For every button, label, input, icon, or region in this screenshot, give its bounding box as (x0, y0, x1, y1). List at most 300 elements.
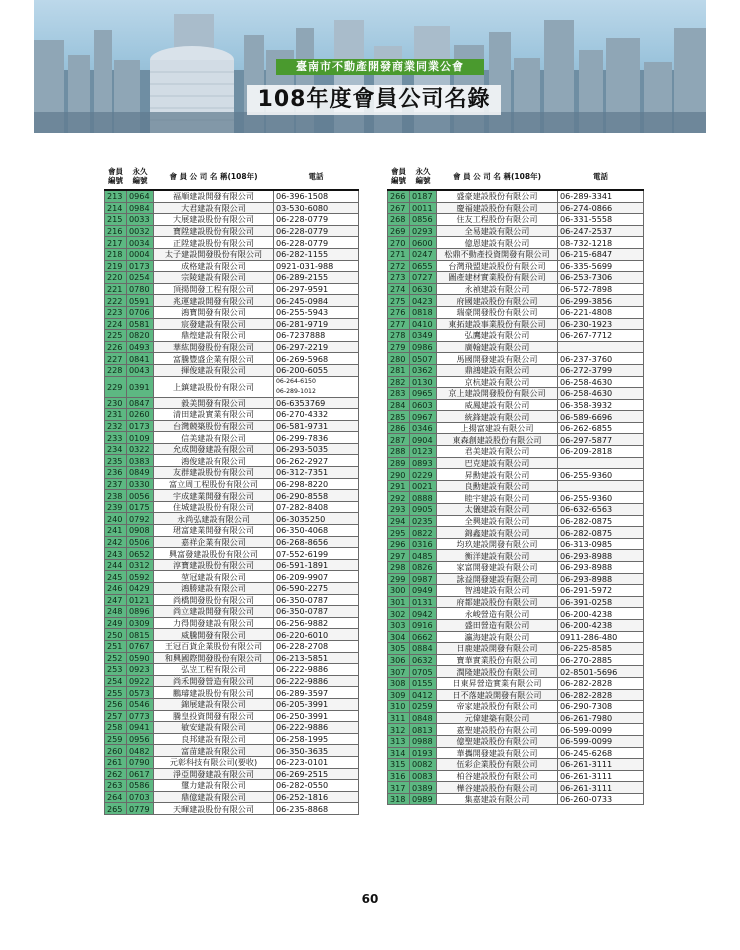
member-phone: 06-222-9886 (274, 664, 359, 676)
member-company-name: 鴻寶開發有限公司 (154, 306, 274, 318)
member-company-name: 睦宇建設有限公司 (437, 492, 558, 504)
member-phone: 06-282-0550 (274, 780, 359, 792)
col-perm-header: 永久 編號 (410, 163, 437, 190)
member-perm-number: 0904 (410, 434, 437, 446)
member-company-name: 億恩建設有限公司 (437, 237, 558, 249)
table-row (105, 652, 359, 664)
member-company-name: 威鳳建設有限公司 (437, 399, 558, 411)
member-company-name: 京上建設開發股份有限公司 (437, 388, 558, 400)
member-phone: 06-581-9731 (274, 420, 359, 432)
member-phone: 06-258-4630 (558, 376, 644, 388)
member-company-name: 淨亞開發建設有限公司 (154, 768, 274, 780)
table-row (105, 501, 359, 513)
member-company-name: 堃冠建設有限公司 (154, 571, 274, 583)
member-phone: 06-274-0866 (558, 202, 644, 214)
member-phone: 06-590-2275 (274, 583, 359, 595)
member-phone: 06-297-2219 (274, 341, 359, 353)
member-serial: 261 (105, 756, 127, 768)
member-perm-number: 0884 (410, 643, 437, 655)
member-perm-number: 0507 (410, 353, 437, 365)
member-serial: 260 (105, 745, 127, 757)
member-phone: 06-200-4238 (558, 619, 644, 631)
table-row (388, 677, 644, 689)
member-perm-number: 0630 (410, 283, 437, 295)
member-company-name: 日東昇營造實業有限公司 (437, 677, 558, 689)
member-phone: 06-350-0787 (274, 594, 359, 606)
member-phone: 06-261-3111 (558, 782, 644, 794)
table-row (105, 710, 359, 722)
member-phone: 06-255-9360 (558, 492, 644, 504)
table-row (388, 341, 644, 353)
member-phone: 06-250-3991 (274, 710, 359, 722)
table-row (105, 640, 359, 652)
member-serial: 214 (105, 202, 127, 214)
member-serial: 221 (105, 283, 127, 295)
member-phone: 06-215-6847 (558, 248, 644, 260)
member-perm-number: 0121 (127, 594, 154, 606)
table-row (388, 643, 644, 655)
member-serial: 294 (388, 515, 410, 527)
member-perm-number: 0173 (127, 260, 154, 272)
table-row (105, 617, 359, 629)
table-row (105, 791, 359, 803)
member-perm-number: 0391 (127, 376, 154, 397)
member-company-name: 大展建設股份有限公司 (154, 214, 274, 226)
member-perm-number: 0908 (127, 525, 154, 537)
table-row (388, 492, 644, 504)
table-row (388, 480, 644, 492)
member-company-name: 台灣飛盟建設股份有限公司 (437, 260, 558, 272)
table-row (105, 306, 359, 318)
member-perm-number: 0848 (410, 712, 437, 724)
member-company-name: 詠益開發建設有限公司 (437, 573, 558, 585)
member-phone: 06-282-0875 (558, 527, 644, 539)
member-company-name: 智鴻建設有限公司 (437, 585, 558, 597)
member-company-name: 盛豪建設股份有限公司 (437, 190, 558, 202)
member-phone: 06-228-0779 (274, 214, 359, 226)
member-phone: 07-282-8408 (274, 501, 359, 513)
member-perm-number: 0820 (127, 330, 154, 342)
member-serial: 308 (388, 677, 410, 689)
table-row (105, 364, 359, 376)
member-phone: 06-261-3111 (558, 770, 644, 782)
member-phone: 06-267-7712 (558, 330, 644, 342)
member-perm-number: 0923 (127, 664, 154, 676)
member-serial: 269 (388, 225, 410, 237)
member-company-name: 伍彩企業股份有限公司 (437, 759, 558, 771)
member-phone: 06-293-8988 (558, 550, 644, 562)
member-serial: 293 (388, 504, 410, 516)
table-row (105, 687, 359, 699)
member-company-name: 昇勳建設有限公司 (437, 469, 558, 481)
member-phone: 07-552-6199 (274, 548, 359, 560)
member-serial: 317 (388, 782, 410, 794)
member-company-name: 毅美開發有限公司 (154, 397, 274, 409)
member-phone: 06-252-1816 (274, 791, 359, 803)
member-serial: 299 (388, 573, 410, 585)
member-perm-number: 0412 (410, 689, 437, 701)
member-company-name: 珺富建業開發有限公司 (154, 525, 274, 537)
member-serial: 265 (105, 803, 127, 815)
member-company-name: 日鹿建設開發有限公司 (437, 643, 558, 655)
member-company-name: 華紘開發股份有限公司 (154, 341, 274, 353)
member-company-name: 富立周工程股份有限公司 (154, 478, 274, 490)
member-perm-number: 0482 (127, 745, 154, 757)
member-serial: 240 (105, 513, 127, 525)
member-perm-number: 0818 (410, 306, 437, 318)
member-perm-number: 0779 (127, 803, 154, 815)
member-serial: 224 (105, 318, 127, 330)
table-row (388, 225, 644, 237)
member-company-name: 永峻營造有限公司 (437, 608, 558, 620)
member-phone: 03-530-6080 (274, 202, 359, 214)
table-row (388, 202, 644, 214)
table-row (105, 409, 359, 421)
table-row (105, 513, 359, 525)
member-serial: 310 (388, 701, 410, 713)
member-serial: 316 (388, 770, 410, 782)
member-phone: 06-293-8988 (558, 573, 644, 585)
member-phone: 06-293-8988 (558, 562, 644, 574)
member-perm-number: 0032 (127, 225, 154, 237)
member-serial: 231 (105, 409, 127, 421)
member-serial: 218 (105, 248, 127, 260)
member-phone: 06-264-6150 06-289-1012 (274, 376, 359, 397)
member-serial: 304 (388, 631, 410, 643)
table-row (105, 583, 359, 595)
member-phone: 06-282-0875 (558, 515, 644, 527)
member-phone: 06-572-7898 (558, 283, 644, 295)
member-phone: 06-255-9360 (558, 469, 644, 481)
member-phone: 06-256-9882 (274, 617, 359, 629)
table-row (388, 608, 644, 620)
member-serial: 282 (388, 376, 410, 388)
member-phone: 06-335-5699 (558, 260, 644, 272)
member-company-name: 弘岦工程有限公司 (154, 664, 274, 676)
member-perm-number: 0849 (127, 467, 154, 479)
member-perm-number: 0193 (410, 747, 437, 759)
member-company-name: 宗陵建設有限公司 (154, 272, 274, 284)
table-row (105, 214, 359, 226)
table-row (105, 248, 359, 260)
member-phone (558, 341, 644, 353)
table-row (105, 353, 359, 365)
member-perm-number: 0309 (127, 617, 154, 629)
member-perm-number: 0706 (127, 306, 154, 318)
member-perm-number: 0293 (410, 225, 437, 237)
member-perm-number: 0773 (127, 710, 154, 722)
member-phone: 06-228-2708 (274, 640, 359, 652)
table-row (388, 527, 644, 539)
table-row (105, 225, 359, 237)
table-row (105, 432, 359, 444)
table-row (388, 515, 644, 527)
table-row (105, 202, 359, 214)
member-perm-number: 0727 (410, 272, 437, 284)
member-serial: 251 (105, 640, 127, 652)
member-phone: 06-298-8220 (274, 478, 359, 490)
member-company-name: 鼎鴻建設有限公司 (437, 364, 558, 376)
table-row (388, 782, 644, 794)
member-company-name: 宸發建設有限公司 (154, 318, 274, 330)
member-serial: 220 (105, 272, 127, 284)
member-company-name: 威騰開發有限公司 (154, 629, 274, 641)
member-perm-number: 0123 (410, 446, 437, 458)
member-perm-number: 0349 (410, 330, 437, 342)
member-perm-number: 0956 (127, 733, 154, 745)
member-perm-number: 0173 (127, 420, 154, 432)
member-perm-number: 0362 (410, 364, 437, 376)
col-phone-header: 電話 (274, 163, 359, 190)
member-company-name: 府都建設股份有限公司 (437, 596, 558, 608)
member-perm-number: 0493 (127, 341, 154, 353)
col-name-header: 會 員 公 司 名 稱(108年) (154, 163, 274, 190)
member-perm-number: 0130 (410, 376, 437, 388)
table-row (388, 735, 644, 747)
member-company-name: 太子建設開發股份有限公司 (154, 248, 274, 260)
member-phone: 06-262-6855 (558, 422, 644, 434)
member-perm-number: 0021 (410, 480, 437, 492)
member-serial: 267 (388, 202, 410, 214)
member-serial: 232 (105, 420, 127, 432)
member-phone: 06-293-5035 (274, 443, 359, 455)
table-row (388, 712, 644, 724)
member-perm-number: 0592 (127, 571, 154, 583)
member-phone: 06-289-3597 (274, 687, 359, 699)
member-phone: 06-258-1995 (274, 733, 359, 745)
member-serial: 292 (388, 492, 410, 504)
member-perm-number: 0254 (127, 272, 154, 284)
member-perm-number: 0896 (127, 606, 154, 618)
member-phone: 06-247-2537 (558, 225, 644, 237)
member-serial: 258 (105, 722, 127, 734)
member-phone: 06-200-4238 (558, 608, 644, 620)
member-phone: 06-282-2828 (558, 689, 644, 701)
member-perm-number: 0986 (410, 341, 437, 353)
member-serial: 266 (388, 190, 410, 202)
member-serial: 289 (388, 457, 410, 469)
member-perm-number: 0603 (410, 399, 437, 411)
table-row (388, 504, 644, 516)
member-company-name: 璽力建設有限公司 (154, 780, 274, 792)
member-perm-number: 0922 (127, 675, 154, 687)
member-serial: 257 (105, 710, 127, 722)
member-perm-number: 0034 (127, 237, 154, 249)
member-serial: 236 (105, 467, 127, 479)
member-company-name: 清田建設實業有限公司 (154, 409, 274, 421)
member-perm-number: 0247 (410, 248, 437, 260)
member-phone: 06-358-3932 (558, 399, 644, 411)
member-company-name: 嘉聖建設股份有限公司 (437, 724, 558, 736)
member-phone: 06-350-4068 (274, 525, 359, 537)
col-serial-header: 會員 編號 (105, 163, 127, 190)
member-phone: 06-591-1891 (274, 559, 359, 571)
member-company-name: 全易建設有限公司 (437, 225, 558, 237)
member-company-name: 弘鷹建設有限公司 (437, 330, 558, 342)
member-company-name: 騰皇投資開發有限公司 (154, 710, 274, 722)
member-perm-number: 0590 (127, 652, 154, 664)
table-row (388, 469, 644, 481)
member-perm-number: 0967 (410, 411, 437, 423)
member-perm-number: 0989 (410, 793, 437, 805)
member-company-name: 東拓建設事業股份有限公司 (437, 318, 558, 330)
member-phone: 06-270-2885 (558, 654, 644, 666)
member-company-name: 尚禾開發營造有限公司 (154, 675, 274, 687)
member-phone: 06-282-1155 (274, 248, 359, 260)
table-row (388, 538, 644, 550)
table-row (388, 190, 644, 202)
member-perm-number: 0965 (410, 388, 437, 400)
member-serial: 243 (105, 548, 127, 560)
member-phone: 06-245-0984 (274, 295, 359, 307)
member-company-name: 馬國開發建設有限公司 (437, 353, 558, 365)
table-row (388, 237, 644, 249)
member-phone: 06-222-9886 (274, 675, 359, 687)
table-row (388, 457, 644, 469)
member-company-name: 東森創建設股份有限公司 (437, 434, 558, 446)
member-company-name: 鴻勝建設有限公司 (154, 583, 274, 595)
member-serial: 256 (105, 698, 127, 710)
member-company-name: 瑞豪開發股份有限公司 (437, 306, 558, 318)
member-serial: 271 (388, 248, 410, 260)
member-company-name: 允成開發建設有限公司 (154, 443, 274, 455)
member-serial: 306 (388, 654, 410, 666)
table-row (105, 376, 359, 397)
member-company-name: 永禎建設有限公司 (437, 283, 558, 295)
table-row (105, 330, 359, 342)
member-perm-number: 0312 (127, 559, 154, 571)
member-serial: 237 (105, 478, 127, 490)
member-company-name: 福順建設開發有限公司 (154, 190, 274, 202)
col-phone-header: 電話 (558, 163, 644, 190)
member-perm-number: 0586 (127, 780, 154, 792)
member-company-name: 衡洋建設有限公司 (437, 550, 558, 562)
member-serial: 315 (388, 759, 410, 771)
table-row (105, 664, 359, 676)
member-serial: 309 (388, 689, 410, 701)
member-phone: 06-260-0733 (558, 793, 644, 805)
member-phone: 06-220-6010 (274, 629, 359, 641)
member-company-name: 日不落建設開發有限公司 (437, 689, 558, 701)
member-serial: 301 (388, 596, 410, 608)
member-phone: 06-262-2927 (274, 455, 359, 467)
member-company-name: 王冠百貨企業股份有限公司 (154, 640, 274, 652)
member-serial: 270 (388, 237, 410, 249)
member-serial: 250 (105, 629, 127, 641)
member-serial: 241 (105, 525, 127, 537)
member-serial: 246 (105, 583, 127, 595)
member-company-name: 潤隆建設股份有限公司 (437, 666, 558, 678)
member-perm-number: 0941 (127, 722, 154, 734)
member-company-name: 住友工程股份有限公司 (437, 214, 558, 226)
member-company-name: 慶福建設股份有限公司 (437, 202, 558, 214)
member-serial: 305 (388, 643, 410, 655)
member-phone: 06-272-3799 (558, 364, 644, 376)
member-company-name: 上鎮建設股份有限公司 (154, 376, 274, 397)
member-phone: 06-268-8656 (274, 536, 359, 548)
member-company-name: 華攜開發建設有限公司 (437, 747, 558, 759)
member-serial: 268 (388, 214, 410, 226)
member-perm-number: 0083 (410, 770, 437, 782)
col-perm-header: 永久 編號 (127, 163, 154, 190)
member-company-name: 住城建設股份有限公司 (154, 501, 274, 513)
table-row (388, 411, 644, 423)
member-perm-number: 0346 (410, 422, 437, 434)
table-row (388, 248, 644, 260)
member-serial: 296 (388, 538, 410, 550)
member-serial: 262 (105, 768, 127, 780)
member-company-name: 宇成建業開發有限公司 (154, 490, 274, 502)
member-serial: 307 (388, 666, 410, 678)
table-row (388, 399, 644, 411)
table-row (388, 550, 644, 562)
member-perm-number: 0988 (410, 735, 437, 747)
member-serial: 311 (388, 712, 410, 724)
page-title: 108年度會員公司名錄 (247, 85, 501, 115)
member-perm-number: 0905 (410, 504, 437, 516)
page-number: 60 (361, 892, 379, 906)
member-table-left (104, 163, 359, 815)
member-table-right (387, 163, 644, 805)
member-serial: 264 (105, 791, 127, 803)
table-row (388, 422, 644, 434)
member-company-name: 柏谷建設股份有限公司 (437, 770, 558, 782)
member-serial: 275 (388, 295, 410, 307)
member-phone: 06-290-8558 (274, 490, 359, 502)
member-serial: 248 (105, 606, 127, 618)
member-phone: 06-281-9719 (274, 318, 359, 330)
member-serial: 280 (388, 353, 410, 365)
table-row (105, 237, 359, 249)
member-perm-number: 0652 (127, 548, 154, 560)
member-phone: 06-350-0787 (274, 606, 359, 618)
member-perm-number: 0383 (127, 455, 154, 467)
member-perm-number: 0581 (127, 318, 154, 330)
table-row (105, 756, 359, 768)
table-row (388, 793, 644, 805)
member-phone: 06-7237888 (274, 330, 359, 342)
table-row (105, 260, 359, 272)
member-phone: 06-297-9591 (274, 283, 359, 295)
member-perm-number: 0322 (127, 443, 154, 455)
member-serial: 298 (388, 562, 410, 574)
member-serial: 253 (105, 664, 127, 676)
member-serial: 238 (105, 490, 127, 502)
member-company-name: 興富發建設股份有限公司 (154, 548, 274, 560)
member-serial: 254 (105, 675, 127, 687)
member-perm-number: 0410 (410, 318, 437, 330)
table-row (388, 306, 644, 318)
member-phone: 06-331-5558 (558, 214, 644, 226)
member-perm-number: 0815 (127, 629, 154, 641)
member-company-name: 成格建設有限公司 (154, 260, 274, 272)
table-row (388, 654, 644, 666)
table-row (105, 443, 359, 455)
member-phone: 06-222-9886 (274, 722, 359, 734)
table-row (105, 341, 359, 353)
member-phone: 06-253-7306 (558, 272, 644, 284)
member-phone: 06-299-3856 (558, 295, 644, 307)
table-row (105, 571, 359, 583)
member-perm-number: 0546 (127, 698, 154, 710)
member-perm-number: 0790 (127, 756, 154, 768)
member-phone: 06-599-0099 (558, 735, 644, 747)
col-serial-header: 會員 編號 (388, 163, 410, 190)
member-company-name: 巴克建設有限公司 (437, 457, 558, 469)
member-serial: 242 (105, 536, 127, 548)
member-company-name: 尚立建設開發有限公司 (154, 606, 274, 618)
member-perm-number: 0822 (410, 527, 437, 539)
